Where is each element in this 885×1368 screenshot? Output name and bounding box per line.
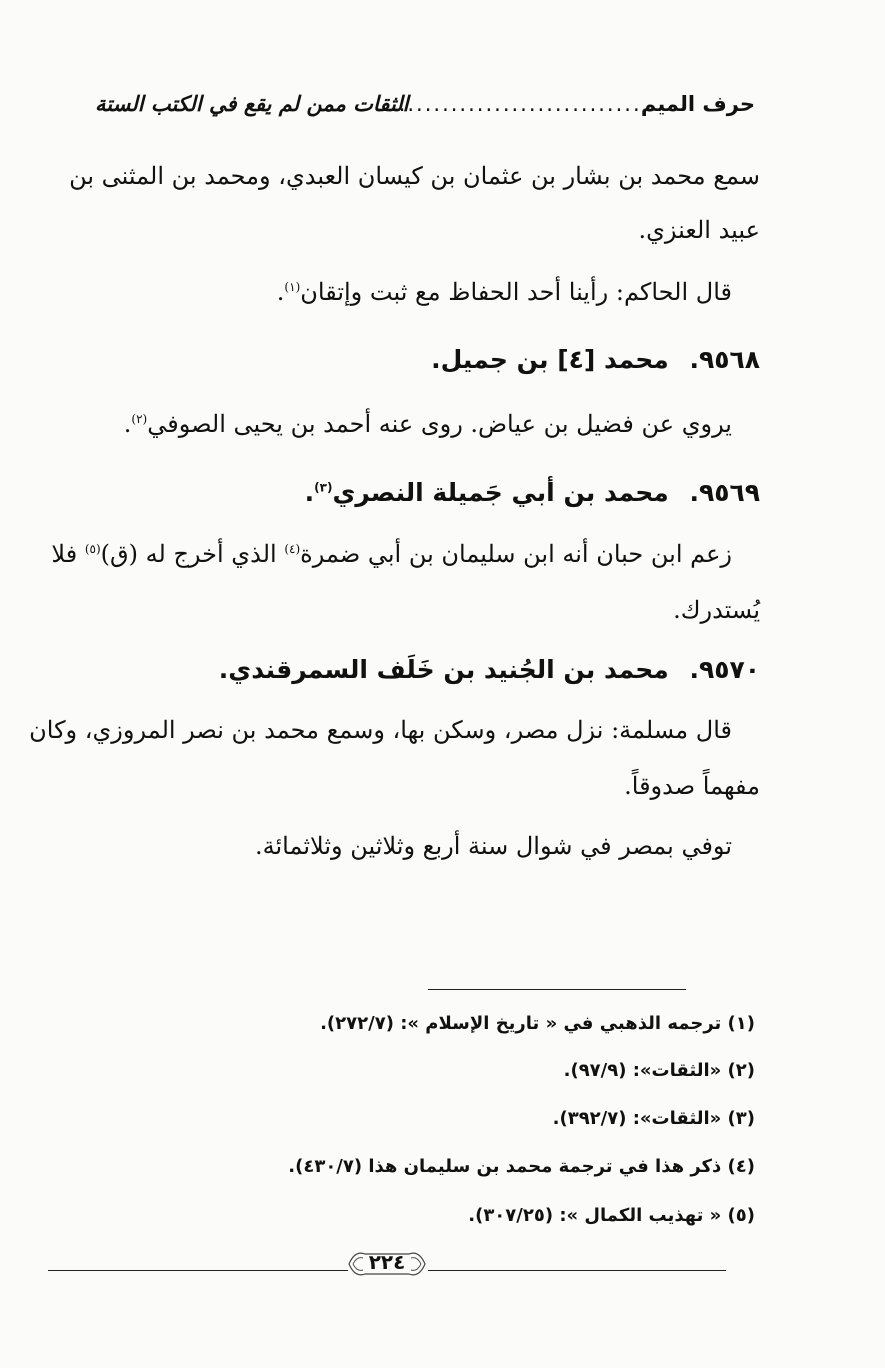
footnote-separator: [428, 989, 686, 990]
paragraph-line: قال مسلمة: نزل مصر، وسكن بها، وسمع محمد بن نصر المروزي، وكان: [29, 716, 732, 744]
footnote: (١) ترجمه الذهبي في « تاريخ الإسلام »: (٢٧٢/٧).: [320, 1013, 755, 1034]
paragraph-punct: .: [276, 278, 285, 306]
footnote: (٢) «الثقات»: (٩٧/٩).: [563, 1060, 755, 1081]
entry-punct: .: [304, 478, 315, 507]
paragraph-text: الذي أخرج له (ق): [100, 540, 285, 568]
footnote-ref: (٣): [314, 480, 333, 495]
entry-heading: [305, 478, 760, 507]
footnote: (٤) ذكر هذا في ترجمة محمد بن سليمان هذا (٤٣٠/٧).: [288, 1156, 755, 1177]
footnote-ref: (٥): [84, 542, 101, 556]
paragraph-line: سمع محمد بن بشار بن عثمان بن كيسان العبدي، ومحمد بن المثنى بن: [69, 162, 760, 190]
entry-number: ٩٥٦٩.: [689, 478, 760, 507]
page-number: ٢٢٤: [368, 1250, 406, 1274]
paragraph-line: مفهماً صدوقاً.: [624, 772, 760, 800]
running-header: [95, 92, 755, 122]
paragraph-text: زعم ابن حبان أنه ابن سليمان بن أبي ضمرة: [300, 540, 732, 568]
entry-number: ٩٥٦٨.: [689, 345, 760, 374]
footnote-ref: (٢): [131, 412, 148, 426]
paragraph-line: عبيد العنزي.: [638, 216, 760, 244]
paragraph-line: [124, 410, 732, 438]
bottom-rule-right: [428, 1270, 726, 1271]
paragraph-line: توفي بمصر في شوال سنة أربع وثلاثين وثلاثمائة.: [255, 832, 732, 860]
paragraph-text: يروي عن فضيل بن عياض. روى عنه أحمد بن يحيى الصوفي: [147, 410, 732, 438]
paragraph-text: قال الحاكم: رأينا أحد الحفاظ مع ثبت وإتقان: [300, 278, 732, 306]
header-book-title: الثقات ممن لم يقع في الكتب الستة: [95, 92, 409, 116]
entry-number: ٩٥٧٠.: [689, 655, 760, 684]
footnote: (٣) «الثقات»: (٣٩٢/٧).: [552, 1108, 755, 1129]
entry-heading: [431, 345, 760, 374]
paragraph-line: [51, 540, 732, 568]
paragraph-line: يُستدرك.: [673, 596, 760, 624]
entry-heading: [219, 655, 760, 684]
header-chapter-title: حرف الميم: [640, 92, 755, 116]
footnote-ref: (٤): [284, 542, 301, 556]
footnote-ref: (١): [284, 280, 301, 294]
entry-name: محمد [٤] بن جميل.: [431, 345, 669, 374]
paragraph-punct: .: [123, 410, 132, 438]
paragraph-text: فلا: [51, 540, 85, 568]
entry-name: محمد بن الجُنيد بن خَلَف السمرقندي.: [218, 655, 669, 684]
entry-name: محمد بن أبي جَميلة النصري: [332, 478, 669, 507]
paragraph-line: [277, 278, 732, 306]
footnote: (٥) « تهذيب الكمال »: (٣٠٧/٢٥).: [468, 1205, 755, 1226]
header-dot-leader: ..............................: [381, 92, 642, 116]
bottom-rule-left: [48, 1270, 348, 1271]
